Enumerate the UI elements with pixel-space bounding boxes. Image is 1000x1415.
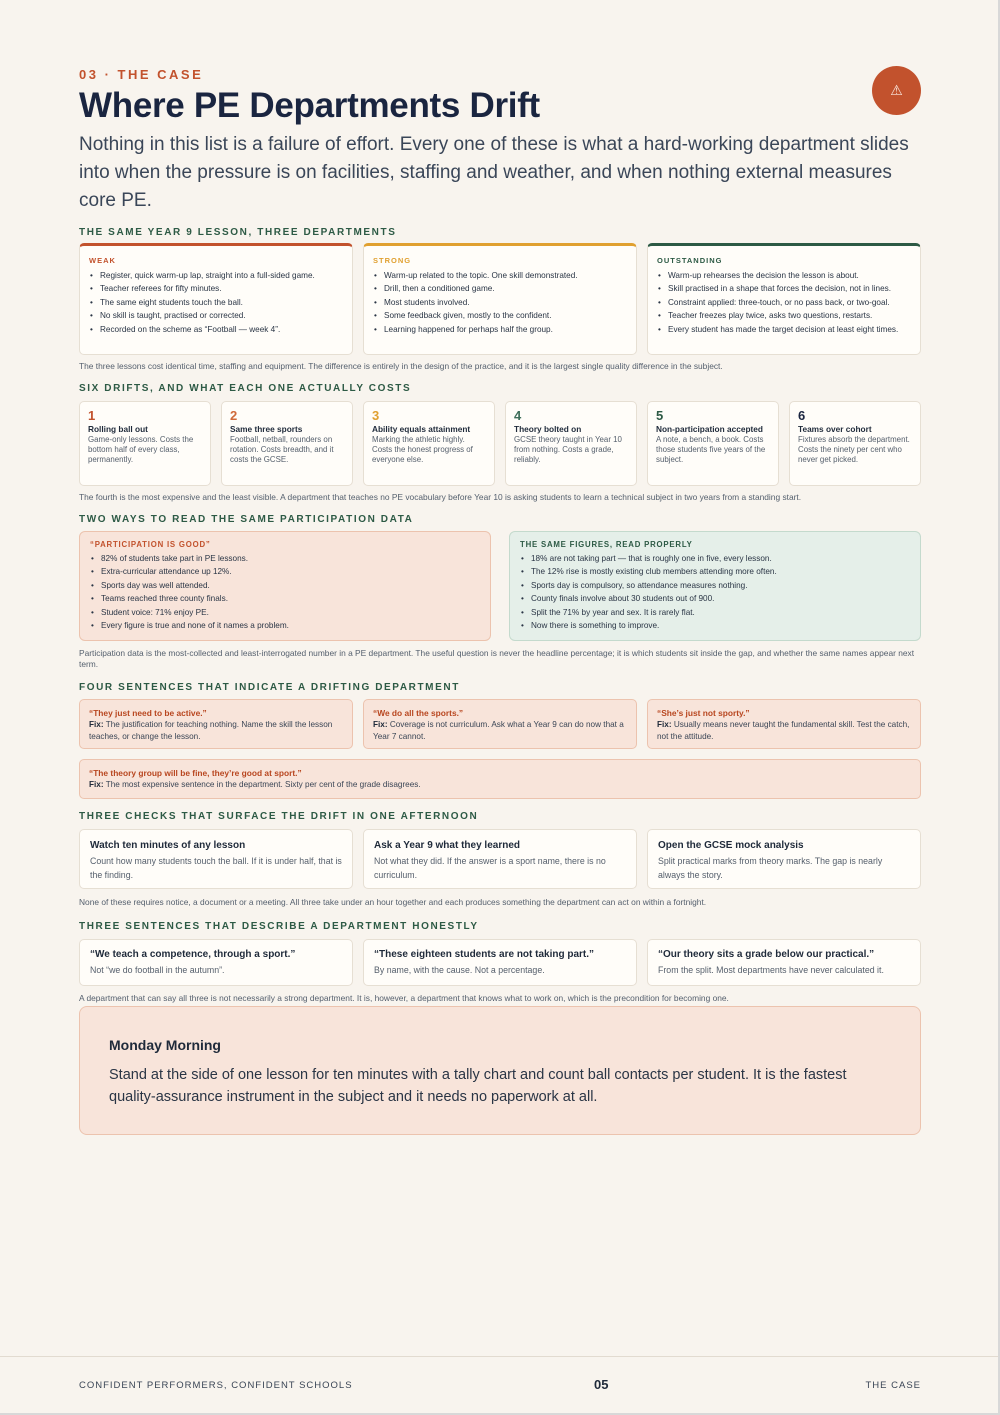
lesson-list (373, 269, 627, 336)
lesson-level-label: OUTSTANDING (657, 256, 723, 265)
list-item: • Most students involved. (373, 296, 627, 309)
fix-text: The justification for teaching nothing. Name the skill the lesson teaches, or change the lesson. (89, 720, 333, 741)
list-item: • Some feedback given, mostly to the confident. (373, 309, 627, 322)
drift-card (221, 401, 353, 486)
list-item: • The 12% rise is mostly existing club members attending more often. (520, 565, 910, 578)
participation-proper-title: THE SAME FIGURES, READ PROPERLY (520, 540, 693, 549)
honest-body: From the split. Most departments have never calculated it. (658, 965, 884, 975)
list-item: • Now there is something to improve. (520, 619, 910, 632)
list-item: • Extra-curricular attendance up 12%. (90, 565, 480, 578)
section-eyebrow: 03 · THE CASE (79, 67, 204, 82)
monday-body: Stand at the side of one lesson for ten minutes with a tally chart and count ball contacts per student. It is the fastest quality-assurance instrument in the subject and it needs no paperwork at all. (109, 1067, 847, 1105)
sentence-fix (373, 719, 627, 742)
sentence-fix (89, 719, 343, 742)
drift-number: 4 (514, 408, 522, 423)
drift-number: 1 (88, 408, 96, 423)
check-title: Open the GCSE mock analysis (658, 840, 804, 851)
sentence-quote: “She’s just not sporty.” (657, 708, 750, 718)
drift-sentence-card (79, 699, 353, 749)
drift-body: Football, netball, rounders on rotation. Costs breadth, and it costs the GCSE. (230, 434, 334, 465)
participation-note: Participation data is the most-collected and least-interrogated number in a PE department. The useful question is never the headline percentage; it is which students sit inside the gap, and whether the same names appear next term. (79, 648, 915, 669)
list-item: • Teams reached three county finals. (90, 592, 480, 605)
drift-title: Non-participation accepted (656, 424, 763, 434)
fix-label: Fix: (373, 720, 388, 729)
drift-body: Marking the athletic highly. Costs the honest progress of everyone else. (372, 434, 473, 465)
footer-divider (0, 1356, 1000, 1357)
participation-proper-panel (509, 531, 921, 641)
sentence-quote: “We do all the sports.” (373, 708, 464, 718)
honest-sentence-card (79, 939, 353, 986)
fix-label: Fix: (89, 720, 104, 729)
check-card (363, 829, 637, 889)
lesson-card-strong (363, 243, 637, 355)
honest-note: A department that can say all three is not necessarily a strong department. It is, however, a department that knows what to work on, which is the precondition for becoming one. (79, 993, 729, 1003)
check-title: Ask a Year 9 what they learned (374, 840, 521, 851)
list-item: • 18% are not taking part — that is roughly one in five, every lesson. (520, 552, 910, 565)
page-number: 05 (594, 1377, 609, 1392)
check-body: Split practical marks from theory marks. The gap is nearly always the story. (658, 856, 883, 880)
lesson-level-label: WEAK (89, 256, 116, 265)
list-item: • Every figure is true and none of it names a problem. (90, 619, 480, 632)
drift-title: Teams over cohort (798, 424, 872, 434)
footer-right: THE CASE (865, 1380, 921, 1391)
honest-title: “These eighteen students are not taking part.” (374, 949, 595, 960)
check-body: Count how many students touch the ball. If it is under half, that is the finding. (90, 856, 342, 880)
list-item: • Teacher referees for fifty minutes. (89, 282, 343, 295)
sentence-quote: “The theory group will be fine, they’re good at sport.” (89, 768, 302, 778)
honest-sentence-card (647, 939, 921, 986)
list-item: • Warm-up related to the topic. One skill demonstrated. (373, 269, 627, 282)
participation-heading: TWO WAYS TO READ THE SAME PARTICIPATION DATA (79, 514, 414, 525)
drift-body: Fixtures absorb the department. Costs the ninety per cent who never get picked. (798, 434, 910, 465)
list-item: • Student voice: 71% enjoy PE. (90, 606, 480, 619)
list-item: • Register, quick warm-up lap, straight into a full-sided game. (89, 269, 343, 282)
lesson-card-weak (79, 243, 353, 355)
drift-title: Rolling ball out (88, 424, 148, 434)
sentence-quote: “They just need to be active.” (89, 708, 207, 718)
fix-text: Usually means never taught the fundamental skill. Test the catch, not the attitude. (657, 720, 910, 741)
participation-good-title: “PARTICIPATION IS GOOD” (90, 540, 211, 549)
drift-number: 2 (230, 408, 238, 423)
drift-body: Game-only lessons. Costs the bottom half of every class, permanently. (88, 434, 194, 465)
drift-card (505, 401, 637, 486)
list-item: • Constraint applied: three-touch, or no pass back, or two-goal. (657, 296, 911, 309)
participation-good-list (90, 552, 480, 632)
drift-sentence-card (79, 759, 921, 799)
lesson-list (89, 269, 343, 336)
footer-left: CONFIDENT PERFORMERS, CONFIDENT SCHOOLS (79, 1380, 353, 1391)
sentence-fix (89, 779, 911, 791)
list-item: • Teacher freezes play twice, asks two questions, restarts. (657, 309, 911, 322)
page-title: Where PE Departments Drift (79, 86, 540, 125)
drift-title: Same three sports (230, 424, 303, 434)
list-item: • 82% of students take part in PE lessons. (90, 552, 480, 565)
sentences-heading: FOUR SENTENCES THAT INDICATE A DRIFTING DEPARTMENT (79, 682, 460, 693)
list-item: • No skill is taught, practised or corrected. (89, 309, 343, 322)
monday-morning-callout (79, 1006, 921, 1135)
drift-sentence-card (647, 699, 921, 749)
list-item: • The same eight students touch the ball. (89, 296, 343, 309)
monday-title: Monday Morning (109, 1037, 221, 1053)
lede-paragraph: Nothing in this list is a failure of effort. Every one of these is what a hard-working department slides into when the pressure is on facilities, staffing and weather, and when nothing external measures core PE. (79, 134, 909, 211)
participation-proper-list (520, 552, 910, 632)
lessons-note: The three lessons cost identical time, staffing and equipment. The difference is entirely in the design of the practice, and it is the largest single quality difference in the subject. (79, 361, 723, 371)
drift-sentence-card (363, 699, 637, 749)
drifts-note: The fourth is the most expensive and the least visible. A department that teaches no PE vocabulary before Year 10 is asking students to learn a technical subject in two years from a standing start. (79, 492, 802, 502)
honest-heading: THREE SENTENCES THAT DESCRIBE A DEPARTMENT HONESTLY (79, 921, 479, 932)
lesson-card-outstanding (647, 243, 921, 355)
fix-text: The most expensive sentence in the department. Sixty per cent of the grade disagrees. (105, 780, 421, 789)
honest-body: By name, with the cause. Not a percentage. (374, 965, 545, 975)
list-item: • Split the 71% by year and sex. It is rarely flat. (520, 606, 910, 619)
honest-body: Not “we do football in the autumn”. (90, 965, 225, 975)
drift-card (789, 401, 921, 486)
drift-card (647, 401, 779, 486)
drift-body: A note, a bench, a book. Costs those students five years of the subject. (656, 434, 766, 465)
list-item: • Every student has made the target decision at least eight times. (657, 323, 911, 336)
drifts-heading: SIX DRIFTS, AND WHAT EACH ONE ACTUALLY COSTS (79, 383, 412, 394)
drift-body: GCSE theory taught in Year 10 from nothing. Costs a grade, reliably. (514, 434, 622, 465)
drift-card (363, 401, 495, 486)
fix-label: Fix: (89, 780, 104, 789)
checks-note: None of these requires notice, a document or a meeting. All three take under an hour together and each produces something the department can act on within a fortnight. (79, 897, 707, 907)
lessons-heading: THE SAME YEAR 9 LESSON, THREE DEPARTMENTS (79, 227, 397, 238)
fix-text: Coverage is not curriculum. Ask what a Year 9 can do now that a Year 7 cannot. (373, 720, 624, 741)
honest-sentence-card (363, 939, 637, 986)
list-item: • Learning happened for perhaps half the group. (373, 323, 627, 336)
drift-title: Ability equals attainment (372, 424, 471, 434)
check-title: Watch ten minutes of any lesson (90, 840, 246, 851)
drift-number: 5 (656, 408, 664, 423)
list-item: • Recorded on the scheme as “Football — week 4”. (89, 323, 343, 336)
list-item: • Drill, then a conditioned game. (373, 282, 627, 295)
list-item: • Sports day is compulsory, so attendance measures nothing. (520, 579, 910, 592)
participation-good-panel (79, 531, 491, 641)
drift-number: 3 (372, 408, 380, 423)
checks-heading: THREE CHECKS THAT SURFACE THE DRIFT IN ONE AFTERNOON (79, 811, 479, 822)
drift-card (79, 401, 211, 486)
fix-label: Fix: (657, 720, 672, 729)
lesson-level-label: STRONG (373, 256, 412, 265)
list-item: • Warm-up rehearses the decision the lesson is about. (657, 269, 911, 282)
list-item: • County finals involve about 30 students out of 900. (520, 592, 910, 605)
sentence-fix (657, 719, 911, 742)
drift-number: 6 (798, 408, 806, 423)
honest-title: “Our theory sits a grade below our practical.” (658, 949, 875, 960)
list-item: • Sports day was well attended. (90, 579, 480, 592)
lesson-list (657, 269, 911, 336)
honest-title: “We teach a competence, through a sport.” (90, 949, 296, 960)
check-body: Not what they did. If the answer is a sport name, there is no curriculum. (374, 856, 606, 880)
warning-icon: ⚠ (872, 66, 921, 115)
check-card (647, 829, 921, 889)
check-card (79, 829, 353, 889)
drift-title: Theory bolted on (514, 424, 582, 434)
list-item: • Skill practised in a shape that forces the decision, not in lines. (657, 282, 911, 295)
